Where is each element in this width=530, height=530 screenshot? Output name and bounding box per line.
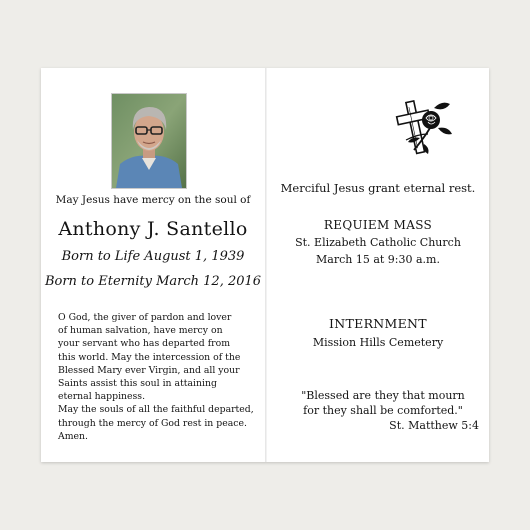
mercy-line: May Jesus have mercy on the soul of (55, 194, 251, 206)
born-to-life: Born to Life August 1, 1939 (61, 249, 245, 264)
portrait-photo (111, 93, 187, 189)
prayer-line: through the mercy of God rest in peace. (58, 417, 247, 429)
cross-with-rose-icon (394, 98, 454, 156)
prayer-card (41, 68, 489, 462)
portrait-image (112, 94, 186, 188)
quote-line: for they shall be comforted." (303, 404, 463, 417)
interment-title: INTERNMENT (329, 316, 427, 331)
prayer-line: O God, the giver of pardon and lover (58, 312, 232, 323)
prayer-line: Saints assist this soul in attaining (58, 378, 217, 390)
prayer-line: Blessed Mary ever Virgin, and all your (58, 364, 240, 376)
prayer-line: Amen. (58, 430, 88, 442)
prayer-line: this world. May the intercession of the (58, 351, 241, 363)
mass-time: March 15 at 9:30 a.m. (316, 253, 440, 266)
deceased-name: Anthony J. Santello (58, 218, 248, 240)
quote-line: "Blessed are they that mourn (301, 389, 465, 402)
requiem-mass-title: REQUIEM MASS (323, 218, 433, 232)
scripture-quote (287, 388, 479, 433)
quote-source: St. Matthew 5:4 (389, 419, 479, 432)
prayer-line: of human salvation, have mercy on (58, 325, 223, 337)
born-to-eternity: Born to Eternity March 12, 2016 (44, 274, 262, 289)
cemetery-name: Mission Hills Cemetery (312, 336, 444, 349)
prayer-line: your servant who has departed from (58, 338, 231, 350)
prayer-line: May the souls of all the faithful departed, (58, 404, 254, 416)
church-name: St. Elizabeth Catholic Church (295, 236, 461, 249)
prayer-text (58, 311, 263, 443)
grant-rest-line: Merciful Jesus grant eternal rest. (280, 181, 476, 195)
card-right-panel (267, 68, 489, 462)
card-left-panel (41, 68, 265, 462)
prayer-line: eternal happiness. (58, 391, 146, 403)
